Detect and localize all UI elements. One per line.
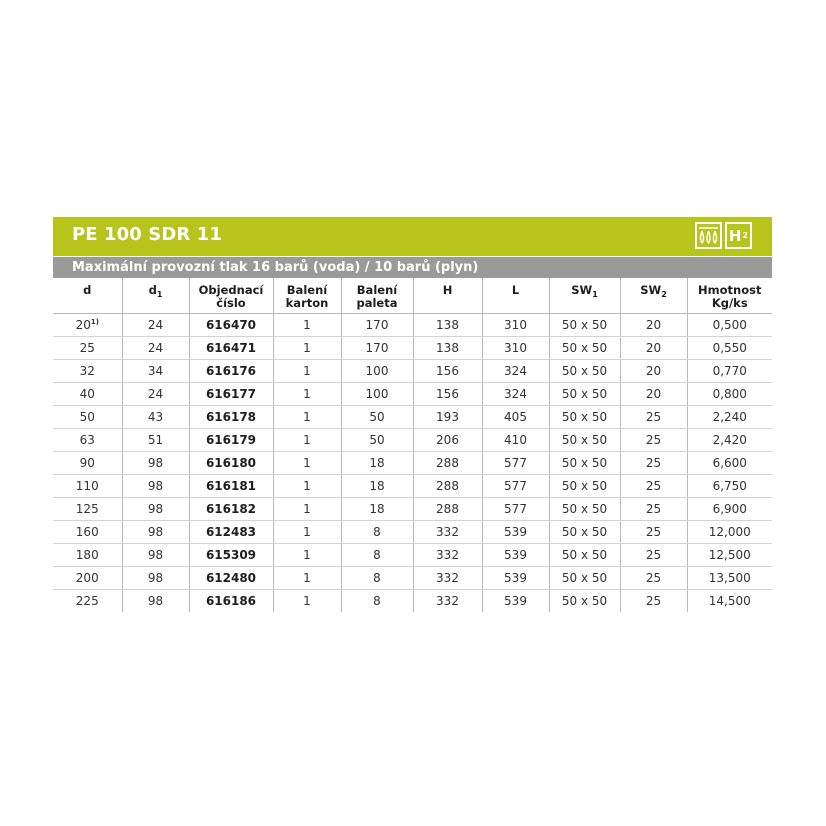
cell-h: 206 [413, 429, 482, 452]
cell-pack-pallet: 18 [341, 475, 413, 498]
cell-order-number: 616176 [189, 360, 273, 383]
table-row [53, 590, 772, 613]
table-row [53, 521, 772, 544]
cell-order-number: 616182 [189, 498, 273, 521]
cell-sw2: 25 [620, 475, 687, 498]
cell-h: 332 [413, 521, 482, 544]
cell-sw1: 50 x 50 [549, 590, 620, 613]
cell-pack-pallet: 8 [341, 567, 413, 590]
cell-d: 40 [53, 383, 122, 406]
cell-h: 156 [413, 360, 482, 383]
gas-flames-icon [695, 222, 722, 249]
col-header-pack-box: Balení karton [273, 278, 341, 314]
cell-pack-pallet: 100 [341, 383, 413, 406]
cell-d: 50 [53, 406, 122, 429]
cell-sw1: 50 x 50 [549, 521, 620, 544]
cell-h: 288 [413, 498, 482, 521]
cell-pack-box: 1 [273, 590, 341, 613]
cell-pack-box: 1 [273, 544, 341, 567]
cell-h: 288 [413, 452, 482, 475]
table-row [53, 337, 772, 360]
cell-sw2: 25 [620, 590, 687, 613]
footnote-mark: 1) [90, 318, 99, 326]
cell-weight: 6,600 [687, 452, 772, 475]
cell-d1: 98 [122, 475, 189, 498]
cell-d: 200 [53, 567, 122, 590]
cell-l: 577 [482, 475, 549, 498]
cell-weight: 6,750 [687, 475, 772, 498]
cell-sw2: 25 [620, 567, 687, 590]
cell-weight: 12,500 [687, 544, 772, 567]
cell-sw2: 25 [620, 429, 687, 452]
cell-order-number: 616178 [189, 406, 273, 429]
pressure-subtitle: Maximální provozní tlak 16 barů (voda) / 10 barů (plyn) [53, 257, 772, 278]
cell-sw2: 20 [620, 314, 687, 337]
cell-l: 324 [482, 360, 549, 383]
table-row [53, 383, 772, 406]
cell-h: 332 [413, 567, 482, 590]
cell-pack-pallet: 8 [341, 521, 413, 544]
certification-icons [695, 222, 752, 249]
cell-sw2: 20 [620, 337, 687, 360]
cell-sw2: 20 [620, 360, 687, 383]
product-title: PE 100 SDR 11 [72, 224, 222, 245]
cell-d: 25 [53, 337, 122, 360]
cell-pack-pallet: 100 [341, 360, 413, 383]
cell-l: 577 [482, 498, 549, 521]
cell-weight: 0,770 [687, 360, 772, 383]
table-row [53, 314, 772, 337]
table-row [53, 360, 772, 383]
col-header-sw1: $SW_1$ [549, 278, 620, 314]
col-header-sw2: $SW_2$ [620, 278, 687, 314]
cell-pack-pallet: 18 [341, 452, 413, 475]
cell-pack-box: 1 [273, 406, 341, 429]
table-row [53, 429, 772, 452]
cell-order-number: 616186 [189, 590, 273, 613]
cell-h: 138 [413, 314, 482, 337]
cell-weight: 14,500 [687, 590, 772, 613]
cell-d1: 98 [122, 544, 189, 567]
cell-sw1: 50 x 50 [549, 337, 620, 360]
cell-sw1: 50 x 50 [549, 406, 620, 429]
cell-h: 332 [413, 590, 482, 613]
cell-l: 310 [482, 314, 549, 337]
cell-sw1: 50 x 50 [549, 429, 620, 452]
cell-d: 125 [53, 498, 122, 521]
cell-d: 20$^{1)}$ [53, 314, 122, 337]
cell-d: 32 [53, 360, 122, 383]
cell-sw2: 25 [620, 498, 687, 521]
col-header-order-number: Objednací číslo [189, 278, 273, 314]
cell-pack-box: 1 [273, 567, 341, 590]
table-row [53, 475, 772, 498]
cell-pack-pallet: 170 [341, 314, 413, 337]
cell-d1: 24 [122, 337, 189, 360]
product-spec-sheet [53, 217, 772, 612]
cell-pack-box: 1 [273, 521, 341, 544]
col-header-d1: $d_1$ [122, 278, 189, 314]
cell-sw1: 50 x 50 [549, 498, 620, 521]
cell-weight: 0,500 [687, 314, 772, 337]
cell-d1: 98 [122, 590, 189, 613]
gas-flames-graphic [698, 226, 719, 245]
cell-l: 405 [482, 406, 549, 429]
cell-order-number: 616180 [189, 452, 273, 475]
cell-h: 156 [413, 383, 482, 406]
cell-sw2: 25 [620, 406, 687, 429]
cell-sw1: 50 x 50 [549, 475, 620, 498]
table-row [53, 498, 772, 521]
cell-h: 332 [413, 544, 482, 567]
cell-d1: 24 [122, 383, 189, 406]
cell-d1: 98 [122, 521, 189, 544]
cell-pack-box: 1 [273, 429, 341, 452]
cell-weight: 0,550 [687, 337, 772, 360]
cell-sw1: 50 x 50 [549, 544, 620, 567]
cell-d: 90 [53, 452, 122, 475]
table-row [53, 544, 772, 567]
cell-d1: 24 [122, 314, 189, 337]
cell-order-number: 616177 [189, 383, 273, 406]
cell-order-number: 616471 [189, 337, 273, 360]
cell-d: 180 [53, 544, 122, 567]
cell-sw1: 50 x 50 [549, 314, 620, 337]
cell-pack-box: 1 [273, 360, 341, 383]
cell-d: 160 [53, 521, 122, 544]
cell-l: 539 [482, 567, 549, 590]
cell-d1: 34 [122, 360, 189, 383]
cell-d1: 51 [122, 429, 189, 452]
title-bar [53, 217, 772, 256]
table-row [53, 567, 772, 590]
spec-table [53, 278, 772, 612]
cell-d1: 98 [122, 452, 189, 475]
cell-weight: 2,240 [687, 406, 772, 429]
cell-l: 539 [482, 590, 549, 613]
hydrogen-h2-icon [725, 222, 752, 249]
cell-sw1: 50 x 50 [549, 452, 620, 475]
col-header-d: d [53, 278, 122, 314]
cell-pack-pallet: 8 [341, 590, 413, 613]
table-row [53, 452, 772, 475]
cell-pack-box: 1 [273, 452, 341, 475]
cell-sw1: 50 x 50 [549, 567, 620, 590]
cell-pack-pallet: 50 [341, 429, 413, 452]
table-row [53, 406, 772, 429]
cell-h: 193 [413, 406, 482, 429]
cell-pack-box: 1 [273, 475, 341, 498]
cell-sw2: 25 [620, 521, 687, 544]
cell-h: 138 [413, 337, 482, 360]
col-header-h: H [413, 278, 482, 314]
cell-d1: 98 [122, 567, 189, 590]
cell-sw2: 20 [620, 383, 687, 406]
cell-d1: 43 [122, 406, 189, 429]
cell-l: 577 [482, 452, 549, 475]
cell-pack-pallet: 50 [341, 406, 413, 429]
cell-pack-box: 1 [273, 314, 341, 337]
cell-order-number: 616181 [189, 475, 273, 498]
cell-d: 110 [53, 475, 122, 498]
cell-pack-box: 1 [273, 498, 341, 521]
cell-pack-box: 1 [273, 383, 341, 406]
cell-pack-pallet: 18 [341, 498, 413, 521]
col-header-pack-pallet: Balení paleta [341, 278, 413, 314]
cell-pack-pallet: 8 [341, 544, 413, 567]
cell-d: 225 [75, 594, 99, 608]
col-header-l: L [482, 278, 549, 314]
cell-weight: 0,800 [687, 383, 772, 406]
cell-l: 539 [482, 521, 549, 544]
cell-d: 63 [53, 429, 122, 452]
cell-l: 310 [482, 337, 549, 360]
cell-weight: 13,500 [687, 567, 772, 590]
h2-subscript: 2 [742, 231, 749, 240]
h2-label: H [728, 226, 742, 245]
cell-l: 539 [482, 544, 549, 567]
cell-weight: 12,000 [687, 521, 772, 544]
cell-order-number: 616179 [189, 429, 273, 452]
cell-sw1: 50 x 50 [549, 360, 620, 383]
cell-pack-pallet: 170 [341, 337, 413, 360]
cell-weight: 2,420 [687, 429, 772, 452]
header-row [53, 278, 772, 314]
cell-weight: 6,900 [687, 498, 772, 521]
cell-pack-box: 1 [273, 337, 341, 360]
cell-order-number: 612480 [189, 567, 273, 590]
cell-sw2: 25 [620, 452, 687, 475]
cell-sw1: 50 x 50 [549, 383, 620, 406]
cell-l: 324 [482, 383, 549, 406]
cell-l: 410 [482, 429, 549, 452]
cell-sw2: 25 [620, 544, 687, 567]
cell-order-number: 616470 [189, 314, 273, 337]
cell-order-number: 615309 [189, 544, 273, 567]
cell-h: 288 [413, 475, 482, 498]
col-header-weight: Hmotnost Kg/ks [687, 278, 772, 314]
cell-d1: 98 [122, 498, 189, 521]
cell-order-number: 612483 [189, 521, 273, 544]
